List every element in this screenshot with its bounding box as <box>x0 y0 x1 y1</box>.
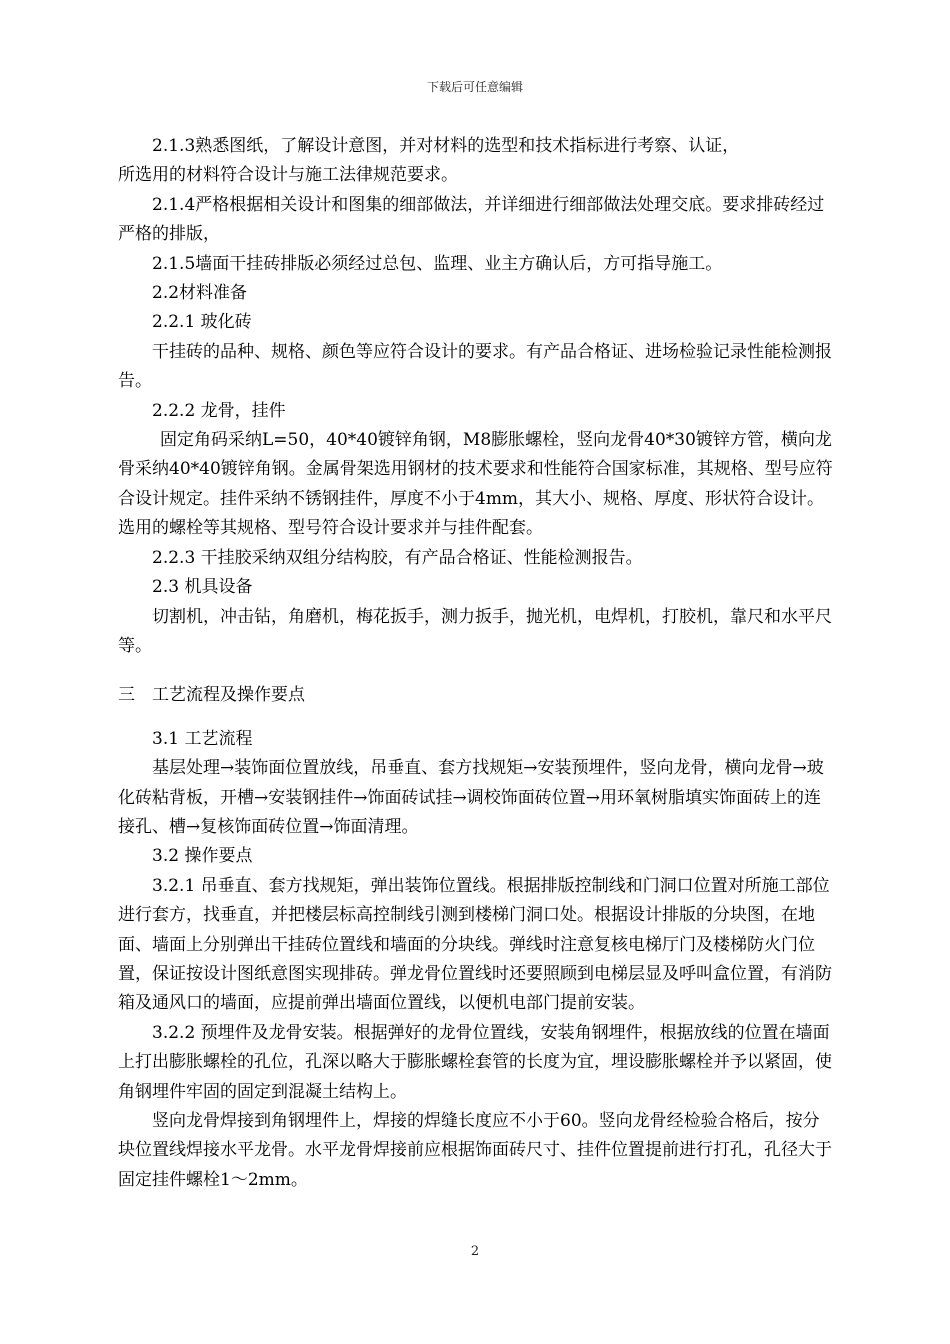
paragraph: 3.2 操作要点 <box>152 846 253 867</box>
paragraph: 切割机，冲击钻，角磨机，梅花扳手，测力扳手，抛光机，电焊机，打胶机，靠尺和水平尺等。 <box>118 606 832 656</box>
paragraph: 竖向龙骨焊接到角钢埋件上，焊接的焊缝长度应不小于60。竖向龙骨经检验合格后，按分块位置线焊接水平龙骨。水平龙骨焊接前应根据饰面砖尺寸、挂件位置提前进行打孔，孔径大于固定挂件螺栓1～2mm。 <box>118 1111 832 1190</box>
paragraph: 2.1.3熟悉图纸，了解设计意图，并对材料的选型和技术指标进行考察、认证， <box>152 136 740 156</box>
paragraph: 3.1 工艺流程 <box>152 728 253 749</box>
paragraph: 基层处理→装饰面位置放线，吊垂直、套方找规矩→安装预埋件，竖向龙骨，横向龙骨→玻化砖粘背板，开槽→安装钢挂件→饰面砖试挂→调校饰面砖位置→用环氧树脂填实饰面砖上的连接孔、槽→复核饰面砖位置→饰面清理。 <box>118 758 824 837</box>
paragraph: 干挂砖的品种、规格、颜色等应符合设计的要求。有产品合格证、进场检验记录性能检测报告。 <box>118 341 832 392</box>
page-number: 2 <box>470 1244 480 1259</box>
paragraph: 3.2.1 吊垂直、套方找规矩，弹出装饰位置线。根据排版控制线和门洞口位置对所施工部位进行套方，找垂直，并把楼层标高控制线引测到楼梯门洞口处。根据设计排版的分块图，在地面、墙面上分别弹出干挂砖位置线和墙面的分块线。弹线时注意复核电梯厅门及楼梯防火门位置，保证按设计图纸意图实现排砖。弹龙骨位置线时还要照顾到电梯层显及呼叫盒位置，有消防箱及通风口的墙面，应提前弹出墙面位置线，以便机电部门提前安装。 <box>118 875 832 1014</box>
paragraph: 所选用的材料符合设计与施工法律规范要求。 <box>118 165 458 186</box>
paragraph: 固定角码采纳L=50，40*40镀锌角钢，M8膨胀螺栓，竖向龙骨40*30镀锌方管，横向龙骨采纳40*40镀锌角钢。金属骨架选用钢材的技术要求和性能符合国家标准，其规格、型号应符合设计规定。挂件采纳不锈钢挂件，厚度不小于4mm，其大小、规格、厚度、形状符合设计。选用的螺栓等其规格、型号符合设计要求并与挂件配套。 <box>118 430 833 539</box>
paragraph: 3.2.2 预埋件及龙骨安装。根据弹好的龙骨位置线，安装角钢埋件，根据放线的位置在墙面上打出膨胀螺栓的孔位，孔深以略大于膨胀螺栓套管的长度为宜，埋设膨胀螺栓并予以紧固，使角钢埋件牢固的固定到混凝土结构上。 <box>118 1022 832 1102</box>
paragraph: 2.2材料准备 <box>152 283 248 304</box>
paragraph: 2.1.4严格根据相关设计和图集的细部做法，并详细进行细部做法处理交底。要求排砖经过严格的排版， <box>118 194 825 245</box>
page-header: 下载后可任意编辑 <box>426 80 523 94</box>
paragraph: 2.2.3 干挂胶采纳双组分结构胶，有产品合格证、性能检测报告。 <box>152 547 643 568</box>
paragraph: 2.1.5墙面干挂砖排版必须经过总包、监理、业主方确认后，方可指导施工。 <box>152 253 723 274</box>
paragraph: 三 工艺流程及操作要点 <box>118 685 305 706</box>
paragraph: 2.2.2 龙骨，挂件 <box>152 400 286 421</box>
document-body <box>118 132 836 1195</box>
paragraph: 2.2.1 玻化砖 <box>152 312 252 333</box>
paragraph: 2.3 机具设备 <box>152 577 253 598</box>
